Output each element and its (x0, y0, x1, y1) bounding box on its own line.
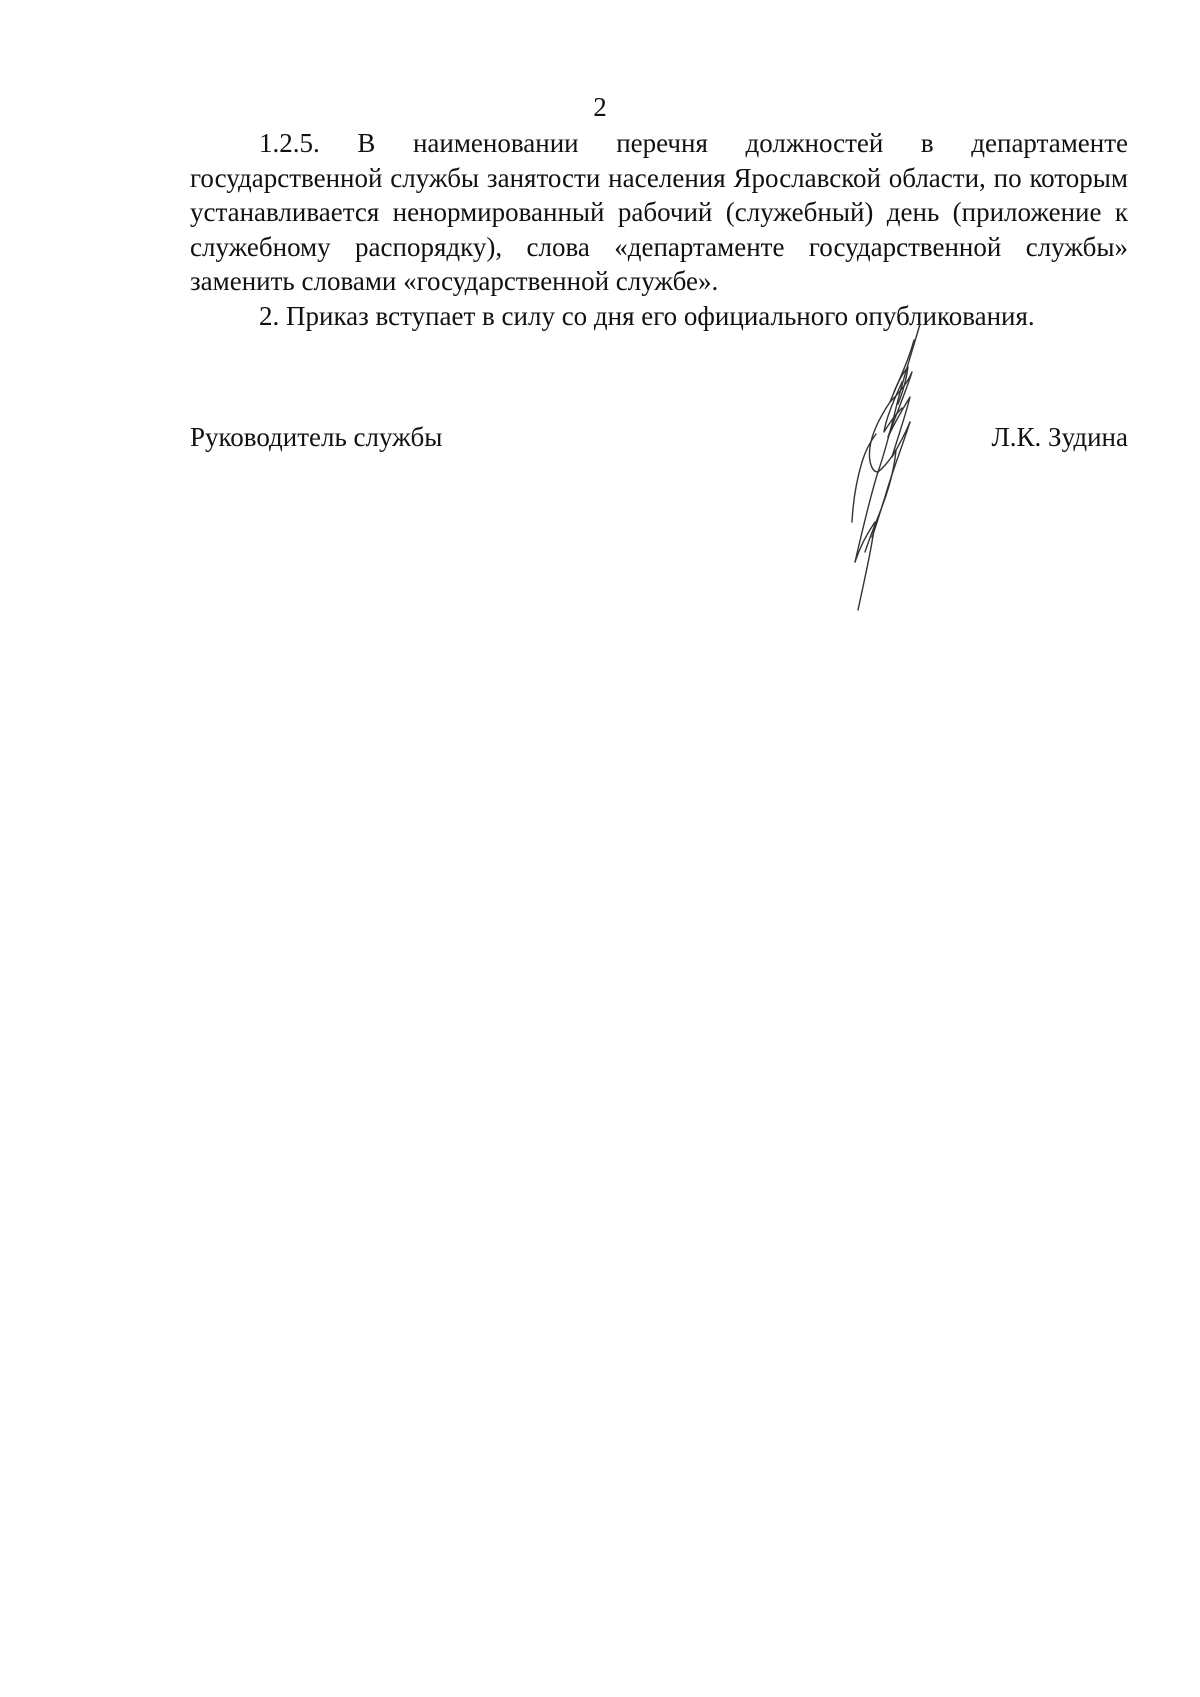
signer-name: Л.К. Зудина (991, 422, 1128, 452)
handwritten-signature-icon (850, 322, 960, 612)
signer-title: Руководитель службы (190, 422, 443, 452)
document-body (190, 126, 1128, 333)
paragraph-1-2-5: 1.2.5. В наименовании перечня должностей в департаменте государственной службы занятости населения Ярославской области, по которым устанавливается ненормированный рабочий (служебный) день (приложение к служебному распорядку), слова «департаменте государственной службы» заменить словами «государственной службе». (190, 128, 1128, 296)
page-number: 2 (593, 92, 607, 122)
signature-block (190, 420, 1128, 460)
paragraph-2: 2. Приказ вступает в силу со дня его официального опубликования. (259, 300, 1035, 331)
